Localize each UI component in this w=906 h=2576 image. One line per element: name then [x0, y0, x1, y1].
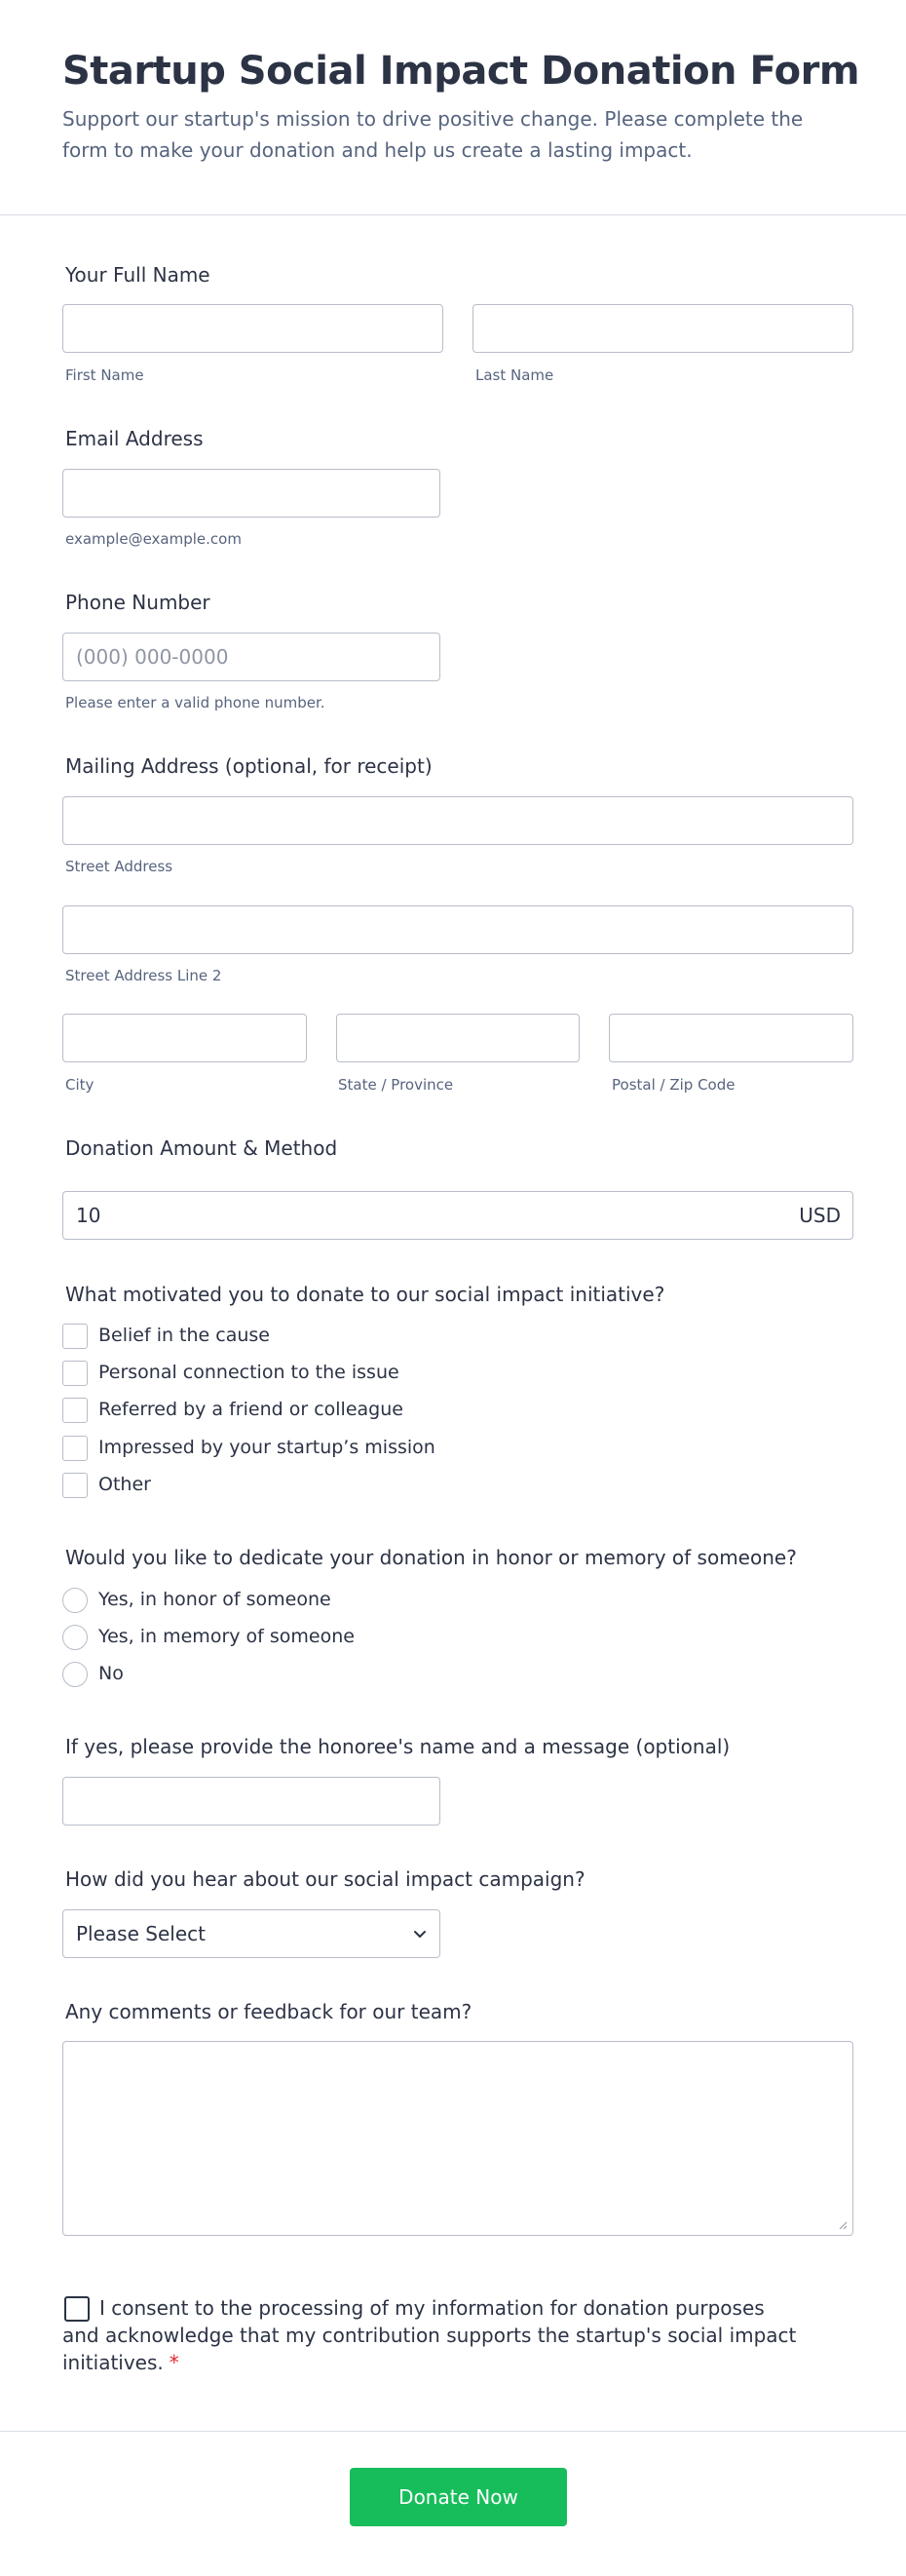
street-address-sublabel: Street Address [65, 858, 173, 875]
address-label: Mailing Address (optional, for receipt) [65, 754, 433, 778]
radio-button[interactable] [62, 1625, 88, 1650]
consent-text: I consent to the processing of my information for donation purposes and acknowledge that my contribution supports the startup's social impact initiatives. [62, 2296, 797, 2374]
street-address-input[interactable] [62, 796, 853, 845]
referral-select[interactable] [62, 1909, 440, 1958]
consent-label [62, 2294, 803, 2376]
postal-code-input[interactable] [609, 1014, 853, 1062]
dedication-option-label: Yes, in honor of someone [98, 1589, 331, 1610]
comments-textarea[interactable] [62, 2041, 853, 2236]
form-header [0, 0, 906, 215]
comments-label: Any comments or feedback for our team? [65, 2000, 472, 2023]
honoree-input[interactable] [62, 1777, 440, 1826]
donation-label: Donation Amount & Method [65, 1136, 338, 1160]
motivation-option[interactable] [62, 1361, 744, 1386]
full-name-label: Your Full Name [65, 263, 210, 287]
city-sublabel: City [65, 1076, 94, 1094]
dedication-option[interactable] [62, 1588, 744, 1613]
motivation-option-label: Referred by a friend or colleague [98, 1399, 403, 1420]
last-name-input[interactable] [472, 304, 853, 353]
motivation-option[interactable] [62, 1436, 744, 1461]
resize-grip-icon[interactable] [838, 2220, 848, 2230]
email-input[interactable] [62, 469, 440, 518]
donation-amount-value: 10 [76, 1204, 101, 1227]
required-mark: * [169, 2351, 179, 2374]
motivation-label: What motivated you to donate to our social impact initiative? [65, 1283, 665, 1306]
motivation-option-label: Other [98, 1474, 151, 1495]
radio-button[interactable] [62, 1662, 88, 1687]
phone-label: Phone Number [65, 591, 210, 614]
first-name-sublabel: First Name [65, 366, 144, 384]
radio-button[interactable] [62, 1588, 88, 1613]
state-sublabel: State / Province [338, 1076, 454, 1094]
motivation-option[interactable] [62, 1398, 744, 1423]
donate-now-button[interactable]: Donate Now [350, 2468, 567, 2526]
checkbox[interactable] [62, 1436, 88, 1461]
email-sublabel: example@example.com [65, 530, 242, 548]
motivation-option-label: Belief in the cause [98, 1325, 271, 1346]
checkbox[interactable] [62, 1324, 88, 1349]
dedication-option[interactable] [62, 1625, 744, 1650]
referral-label: How did you hear about our social impact campaign? [65, 1867, 585, 1891]
email-label: Email Address [65, 427, 204, 450]
last-name-sublabel: Last Name [475, 366, 554, 384]
dedication-option-label: No [98, 1663, 124, 1684]
street-address-line2-input[interactable] [62, 905, 853, 954]
motivation-option[interactable] [62, 1324, 744, 1349]
dedication-option[interactable] [62, 1662, 744, 1687]
city-input[interactable] [62, 1014, 307, 1062]
referral-selected-value: Please Select [76, 1922, 206, 1945]
donation-amount-input[interactable] [62, 1191, 853, 1240]
honoree-label: If yes, please provide the honoree's name and a message (optional) [65, 1735, 731, 1758]
street-address-line2-sublabel: Street Address Line 2 [65, 967, 222, 984]
chevron-down-icon [412, 1926, 428, 1942]
motivation-option-label: Personal connection to the issue [98, 1362, 399, 1383]
dedication-option-label: Yes, in memory of someone [98, 1626, 355, 1647]
checkbox[interactable] [62, 1398, 88, 1423]
motivation-option-label: Impressed by your startup’s mission [98, 1437, 435, 1458]
checkbox[interactable] [62, 1361, 88, 1386]
motivation-option[interactable] [62, 1473, 744, 1498]
first-name-input[interactable] [62, 304, 443, 353]
dedication-label: Would you like to dedicate your donation in honor or memory of someone? [65, 1546, 797, 1569]
postal-code-sublabel: Postal / Zip Code [612, 1076, 736, 1094]
checkbox[interactable] [62, 1473, 88, 1498]
form-subtitle: Support our startup's mission to drive positive change. Please complete the form to make your donation and help us create a lasting impact. [62, 107, 804, 162]
phone-input[interactable] [62, 633, 440, 681]
phone-sublabel: Please enter a valid phone number. [65, 694, 325, 711]
form-title: Startup Social Impact Donation Form [62, 49, 860, 94]
state-input[interactable] [336, 1014, 580, 1062]
donation-currency: USD [799, 1204, 841, 1227]
